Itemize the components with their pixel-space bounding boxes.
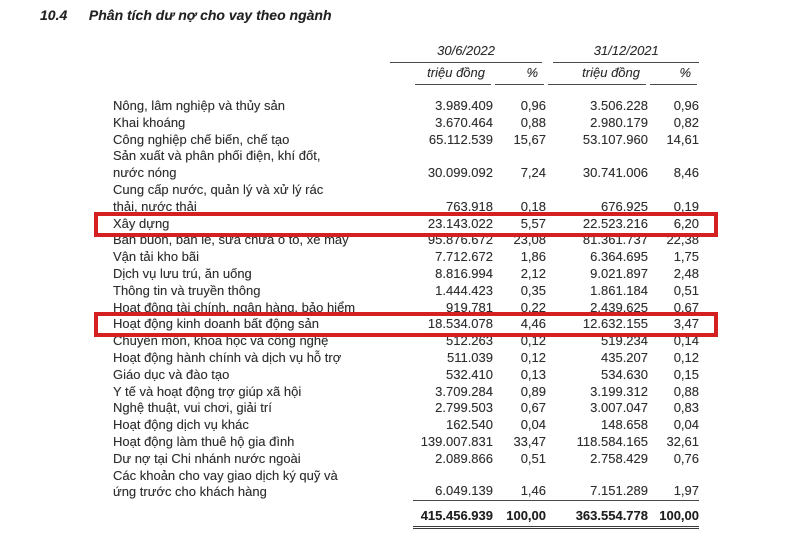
percent-2021: 0,04 [673,417,699,433]
percent-2022: 0,12 [520,333,546,349]
percent-2021: 14,61 [666,131,699,147]
value-2022: 162.540 [446,417,493,433]
industry-label: Công nghiệp chế biến, chế tạo [113,131,290,147]
industry-label: Hoạt động dịch vụ khác [113,417,249,433]
total-label [113,507,413,529]
industry-label: Hoạt động tài chính, ngân hàng, bảo hiểm [113,299,356,315]
industry-label: Bán buôn, bán lẻ, sửa chữa ô tô, xe máy [113,232,349,248]
industry-label: Dịch vụ lưu trú, ăn uống [113,265,252,281]
value-2021: 81.361.737 [582,232,648,248]
percent-2021: 6,20 [673,215,699,231]
percent-2022: 0,12 [520,349,546,365]
table-row [113,249,699,266]
header-gap [542,42,554,63]
table-body [113,98,699,501]
total-percent-2022: 100,00 [493,507,546,529]
total-value-2022: 415.456.939 [413,507,493,529]
industry-label: Vận tải kho bãi [113,249,200,265]
value-2021: 676.925 [601,198,648,214]
table-row [113,148,699,182]
header-spacer [113,42,390,63]
value-2022: 18.534.078 [427,316,493,332]
value-2022: 3.989.409 [435,98,493,113]
value-2021: 534.630 [601,366,648,382]
value-2022: 139.007.831 [420,433,493,449]
percent-2022: 7,24 [520,165,546,181]
percent-2021: 0,67 [673,299,699,315]
value-2021: 2.980.179 [590,114,648,130]
table-row [113,98,699,115]
percent-2022: 0,96 [520,98,546,113]
percent-2021: 0,12 [673,349,699,365]
value-2021: 30.741.006 [582,165,648,181]
percent-2022: 0,35 [520,282,546,298]
percent-2021: 0,51 [673,282,699,298]
unit-header-2021: triệu đồng [548,63,646,85]
total-percent-2021: 100,00 [648,507,699,529]
section-number: 10.4 [40,7,68,23]
table-row [113,400,699,417]
value-2021: 1.861.184 [590,282,648,298]
value-2022: 2.089.866 [435,450,493,466]
industry-label: Khai khoáng [113,114,186,130]
value-2021: 3.007.047 [590,400,648,416]
industry-label: Sản xuất và phân phối điện, khí đốt, nước nóng [113,148,321,181]
percent-2021: 3,47 [673,316,699,332]
table-row [113,451,699,468]
percent-2022: 0,51 [520,450,546,466]
percent-2021: 32,61 [666,433,699,449]
percent-2021: 1,75 [673,249,699,265]
industry-label: Xây dựng [113,215,170,231]
percent-header-2021: % [650,63,697,85]
percent-2022: 5,57 [520,215,546,231]
table-row [113,434,699,451]
value-2021: 3.199.312 [590,383,648,399]
industry-label: Nông, lâm nghiệp và thủy sản [113,98,285,113]
period-header-2021: 31/12/2021 [553,42,699,63]
percent-2021: 0,96 [673,98,699,113]
value-2022: 7.712.672 [435,249,493,265]
percent-2022: 0,18 [520,198,546,214]
header-spacer [113,63,413,85]
table-row [113,367,699,384]
value-2021: 6.364.695 [590,249,648,265]
value-2021: 435.207 [601,349,648,365]
percent-2022: 1,86 [520,249,546,265]
value-2022: 3.709.284 [435,383,493,399]
percent-2022: 0,88 [520,114,546,130]
industry-label: Dư nợ tại Chi nhánh nước ngoài [113,450,301,466]
value-2021: 118.584.165 [576,433,648,449]
industry-label: Hoạt động kinh doanh bất động sản [113,316,320,332]
table-unit-header-row [113,63,699,85]
industry-label: Chuyên môn, khoa học và công nghệ [113,333,329,349]
value-2021: 9.021.897 [590,265,648,281]
value-2022: 8.816.994 [435,265,493,281]
percent-2022: 0,89 [520,383,546,399]
percent-2021: 0,76 [673,450,699,466]
percent-2021: 0,88 [673,383,699,399]
percent-2022: 0,22 [520,299,546,315]
value-2021: 7.151.289 [546,483,648,501]
period-header-2022: 30/6/2022 [390,42,541,63]
value-2022: 1.444.423 [435,282,493,298]
table-row [113,132,699,149]
value-2021: 12.632.155 [582,316,648,332]
value-2022: 763.918 [446,198,493,214]
industry-label: Cung cấp nước, quản lý và xử lý rác thải, nước thải [113,181,324,214]
total-value-2021: 363.554.778 [546,507,648,529]
table-row [113,384,699,401]
value-2021: 148.658 [601,417,648,433]
percent-2022: 4,46 [520,316,546,332]
value-2022: 6.049.139 [413,483,493,501]
percent-2021: 8,46 [673,165,699,181]
table-period-header-row [113,42,699,63]
industry-label: Các khoản cho vay giao dịch ký quỹ và ứng trước cho khách hàng [113,467,338,500]
highlight-box [94,312,718,337]
table-row [113,350,699,367]
value-2021: 2.439.625 [590,299,648,315]
percent-2021: 22,38 [666,232,699,248]
percent-2022: 0,67 [520,400,546,416]
percent-2021: 0,15 [673,366,699,382]
page-title: Phân tích dư nợ cho vay theo ngành [88,7,332,23]
value-2022: 511.039 [446,349,493,365]
industry-label: Thông tin và truyền thông [113,282,261,298]
value-2022: 65.112.539 [428,131,493,147]
value-2022: 512.263 [446,333,493,349]
percent-header-2022: % [495,63,544,85]
value-2022: 532.410 [446,366,493,382]
table-row [113,417,699,434]
value-2022: 23.143.022 [427,215,493,231]
percent-2021: 0,83 [673,400,699,416]
loan-by-industry-table [113,42,699,529]
section-heading [40,7,332,23]
unit-header-2022: triệu đồng [415,63,491,85]
percent-2022: 15,67 [513,131,546,147]
percent-2021: 2,48 [673,265,699,281]
percent-2021: 1,97 [648,483,699,501]
value-2021: 519.234 [601,333,648,349]
percent-2022: 33,47 [513,433,546,449]
percent-2021: 0,19 [673,198,699,214]
percent-2022: 0,13 [520,366,546,382]
total-row [113,507,699,529]
value-2022: 919.781 [446,299,493,315]
value-2021: 22.523.216 [582,215,648,231]
value-2022: 3.670.464 [435,114,493,130]
table-row [113,115,699,132]
value-2021: 53.107.960 [582,131,648,147]
percent-2021: 0,82 [673,114,699,130]
table-row [113,468,699,502]
industry-label: Nghệ thuật, vui chơi, giải trí [113,400,272,416]
percent-2022: 0,04 [520,417,546,433]
industry-label: Hoạt động hành chính và dịch vụ hỗ trợ [113,349,342,365]
industry-label: Y tế và hoạt động trợ giúp xã hội [113,383,302,399]
table-row [113,283,699,300]
table-row [113,182,699,216]
value-2022: 30.099.092 [427,165,493,181]
highlight-box [94,212,718,237]
percent-2022: 1,46 [493,483,546,501]
table-row [113,266,699,283]
percent-2022: 23,08 [513,232,546,248]
value-2022: 95.876.672 [427,232,493,248]
value-2022: 2.799.503 [435,400,493,416]
value-2021: 2.758.429 [590,450,648,466]
percent-2021: 0,14 [673,333,699,349]
percent-2022: 2,12 [520,265,546,281]
industry-label: Giáo dục và đào tạo [113,366,230,382]
industry-label: Hoạt động làm thuê hộ gia đình [113,433,295,449]
value-2021: 3.506.228 [590,98,648,113]
